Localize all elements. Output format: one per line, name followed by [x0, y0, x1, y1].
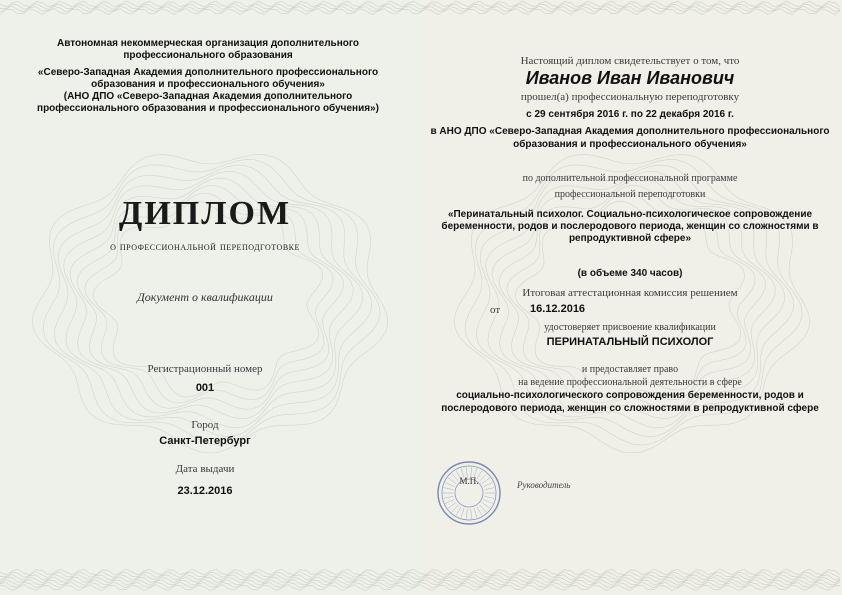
training-org: в АНО ДПО «Северо-Западная Академия дополнительного профессионального образования и профессионального обучения»: [430, 126, 830, 150]
issuer-org-full-name: «Северо-Западная Академия дополнительного профессионального образования и профессионального обучения»: [37, 67, 379, 90]
activity-field: социально-психологического сопровождения беременности, родов и послеродового периода, женщин со сложностями в репродуктивной сфере: [441, 390, 819, 414]
issue-date-label: Дата выдачи: [175, 463, 235, 475]
holder-name: Иванов Иван Иванович: [525, 68, 735, 88]
decision-date-label: от: [490, 304, 501, 316]
passed-text: прошел(а) профессиональную переподготовку: [520, 91, 740, 103]
city-label: Город: [191, 419, 219, 431]
head-signature-label: Руководитель: [517, 480, 571, 490]
decision-date: 16.12.2016: [530, 303, 586, 315]
commission-text: Итоговая аттестационная комиссия решением: [522, 287, 738, 299]
issuer-org-short-name: (АНО ДПО «Северо-Западная Академия дополнительного профессионального образования и профессионального обучения»): [37, 91, 379, 114]
qualification: ПЕРИНАТАЛЬНЫЙ ПСИХОЛОГ: [546, 336, 714, 348]
issuer-org-name: Автономная некоммерческая организация дополнительного профессионального образования: [57, 38, 359, 61]
registration-number: 001: [195, 382, 215, 394]
stamp-label: М.П.: [459, 476, 479, 486]
grants-text-line1: и предоставляет право: [581, 364, 679, 375]
grants-text-line2: на ведение профессиональной деятельности в сфере: [518, 377, 742, 388]
diploma-title: ДИПЛОМ: [118, 195, 292, 232]
issue-date-value: 23.12.2016: [177, 485, 233, 497]
study-dates: с 29 сентября 2016 г. по 22 декабря 2016 г.: [526, 109, 734, 120]
document-type: Документ о квалификации: [137, 290, 273, 304]
diploma-subtitle: о профессиональной переподготовке: [110, 239, 300, 253]
certify-intro: Настоящий диплом свидетельствует о том, что: [520, 55, 740, 67]
registration-label: Регистрационный номер: [147, 363, 263, 375]
city-value: Санкт-Петербург: [159, 435, 251, 447]
program-name: «Перинатальный психолог. Социально-психологическое сопровождение беременности, родов и послеродового периода, женщин со сложностями в репродуктивной сфере»: [441, 209, 819, 244]
seal-stamp-icon: [436, 460, 502, 526]
certifies-text: удостоверяет присвоение квалификации: [544, 322, 716, 333]
program-label-line1: по дополнительной профессиональной программе: [522, 173, 738, 184]
program-hours: (в объеме 340 часов): [577, 268, 683, 279]
program-label-line2: профессиональной переподготовки: [554, 189, 706, 200]
